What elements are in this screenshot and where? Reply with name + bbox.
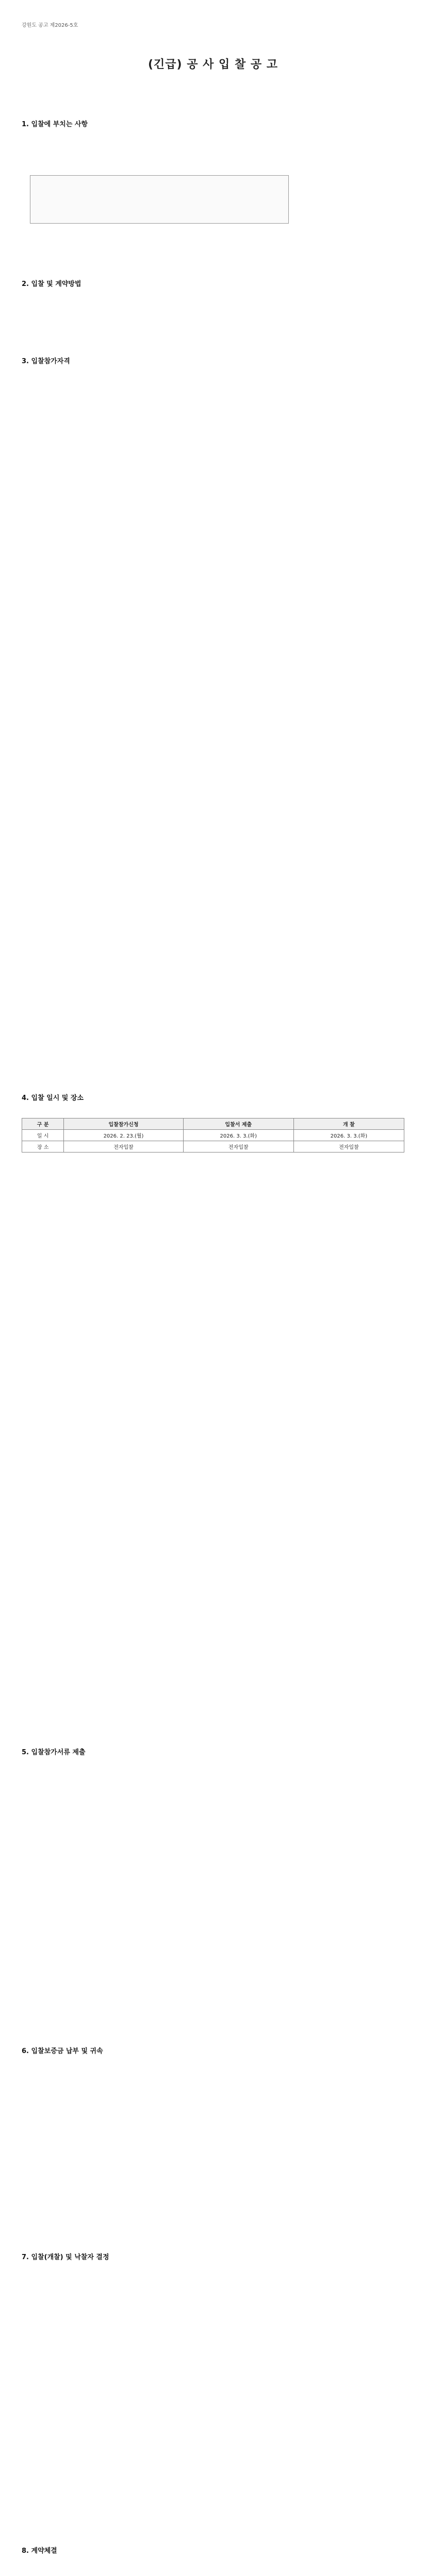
section-heading: 1. 입찰에 부치는 사항 [22,121,88,128]
table-cell: 전자입찰 [183,1141,293,1153]
section-heading: 8. 계약체결 [22,2547,57,2555]
section-heading: 5. 입찰참가서류 제출 [22,1749,86,1756]
table-row [22,1141,404,1153]
section-heading: 3. 입찰참가자격 [22,358,70,365]
table-header: 입찰참가신청 [64,1118,183,1130]
table-cell: 일 시 [22,1130,64,1141]
table-cell: 전자입찰 [293,1141,404,1153]
section-heading: 4. 입찰 일시 및 장소 [22,1094,84,1102]
table-cell: 2026. 3. 3.(화) [293,1130,404,1141]
section-heading: 6. 입찰보증금 납부 및 귀속 [22,2047,103,2055]
document-title: (긴급) 공 사 입 찰 공 고 [148,58,278,71]
table-cell: 전자입찰 [64,1141,183,1153]
info-box [30,175,289,224]
table-cell: 2026. 2. 23.(월) [64,1130,183,1141]
table-header: 개 찰 [293,1118,404,1130]
table-cell: 장 소 [22,1141,64,1153]
table-header: 입찰서 제출 [183,1118,293,1130]
table-row [22,1130,404,1141]
table-cell: 2026. 3. 3.(화) [183,1130,293,1141]
table-header: 구 분 [22,1118,64,1130]
schedule-table [22,1118,404,1153]
section-heading: 2. 입찰 및 계약방법 [22,280,81,288]
notice-number: 강원도 공고 제2026-5호 [22,23,78,28]
section-heading: 7. 입찰(개찰) 및 낙찰자 결정 [22,2253,109,2261]
